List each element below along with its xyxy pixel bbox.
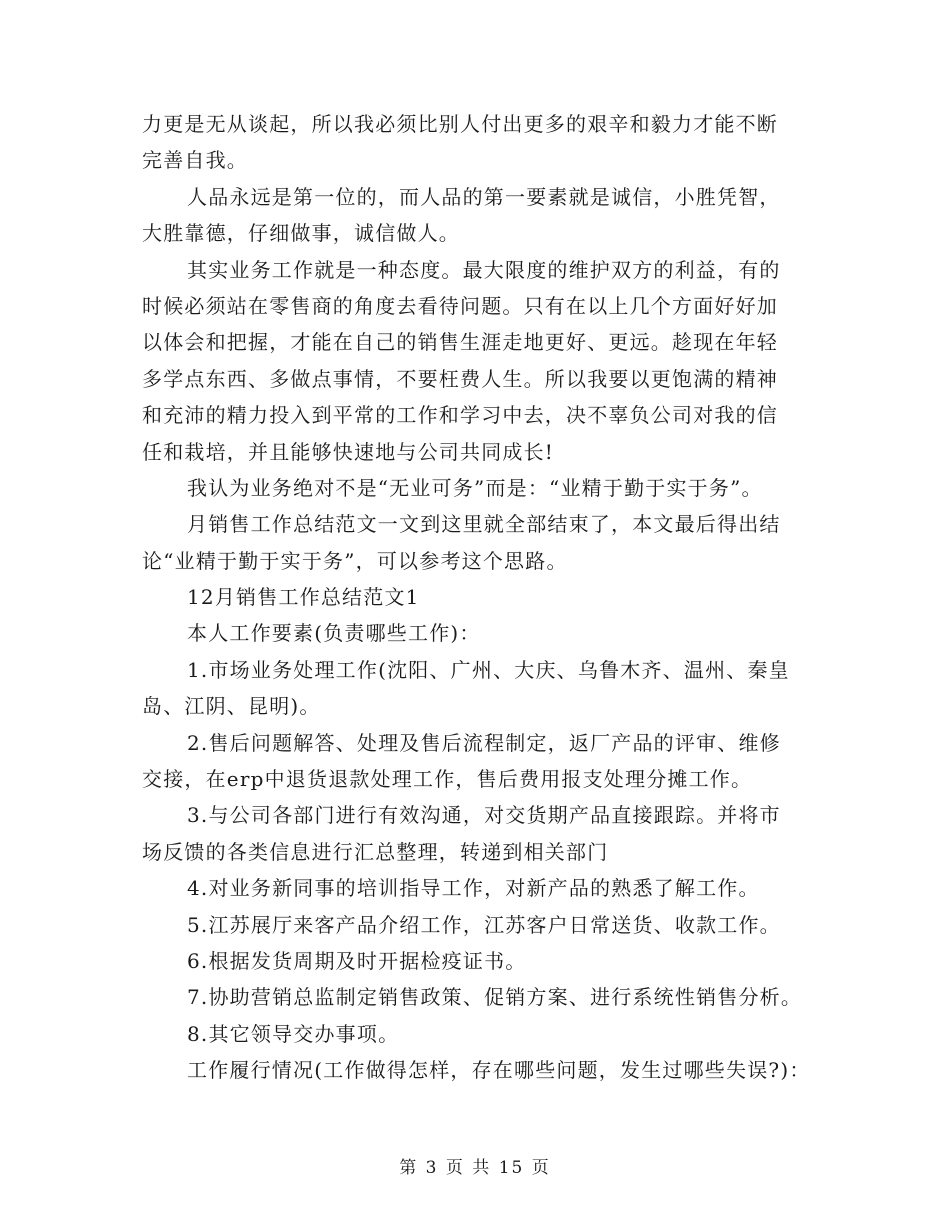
text-line: 我认为业务绝对不是“无业可务”而是：“业精于勤于实于务”。	[187, 475, 763, 500]
text-line: 工作履行情况(工作做得怎样，存在哪些问题，发生过哪些失误?)：	[187, 1058, 811, 1083]
page-number-footer: 第 3 页 共 15 页	[399, 1158, 551, 1178]
text-line: 3.与公司各部门进行有效沟通，对交货期产品直接跟踪。并将市	[187, 803, 781, 828]
text-line: 任和栽培，并且能够快速地与公司共同成长!	[142, 439, 555, 464]
text-line: 时候必须站在零售商的角度去看待问题。只有在以上几个方面好好加	[142, 293, 778, 318]
text-line: 论“业精于勤于实于务”，可以参考这个思路。	[142, 548, 568, 573]
text-line: 7.协助营销总监制定销售政策、促销方案、进行系统性销售分析。	[187, 985, 803, 1010]
text-line: 岛、江阴、昆明)。	[142, 694, 321, 719]
document-body	[142, 106, 822, 1089]
text-line: 人品永远是第一位的，而人品的第一要素就是诚信，小胜凭智，	[187, 184, 781, 209]
text-line: 多学点东西、多做点事情，不要枉费人生。所以我要以更饱满的精神	[142, 366, 778, 391]
text-line: 12月销售工作总结范文1	[187, 585, 420, 610]
text-line: 力更是无从谈起，所以我必须比别人付出更多的艰辛和毅力才能不断	[142, 112, 778, 136]
text-line: 5.江苏展厅来客产品介绍工作，江苏客户日常送货、收款工作。	[187, 912, 781, 937]
text-line: 完善自我。	[142, 148, 248, 173]
text-line: 6.根据发货周期及时开据检疫证书。	[187, 948, 527, 973]
text-line: 本人工作要素(负责哪些工作)：	[187, 621, 481, 646]
text-line: 和充沛的精力投入到平常的工作和学习中去，决不辜负公司对我的信	[142, 403, 778, 428]
text-line: 月销售工作总结范文一文到这里就全部结束了，本文最后得出结	[187, 512, 781, 537]
text-line: 4.对业务新同事的培训指导工作，对新产品的熟悉了解工作。	[187, 876, 760, 901]
text-line: 交接，在erp中退货退款处理工作，售后费用报支处理分摊工作。	[142, 767, 753, 792]
text-line: 大胜靠德，仔细做事，诚信做人。	[142, 221, 460, 246]
text-line: 场反馈的各类信息进行汇总整理，转递到相关部门	[142, 839, 609, 864]
text-line: 2.售后问题解答、处理及售后流程制定，返厂产品的评审、维修	[187, 730, 781, 755]
text-line: 8.其它领导交办事项。	[187, 1021, 400, 1046]
text-line: 以体会和把握，才能在自己的销售生涯走地更好、更远。趁现在年轻	[142, 330, 778, 355]
text-line: 1.市场业务处理工作(沈阳、广州、大庆、乌鲁木齐、温州、秦皇	[187, 657, 790, 682]
text-line: 其实业务工作就是一种态度。最大限度的维护双方的利益，有的	[187, 257, 781, 282]
